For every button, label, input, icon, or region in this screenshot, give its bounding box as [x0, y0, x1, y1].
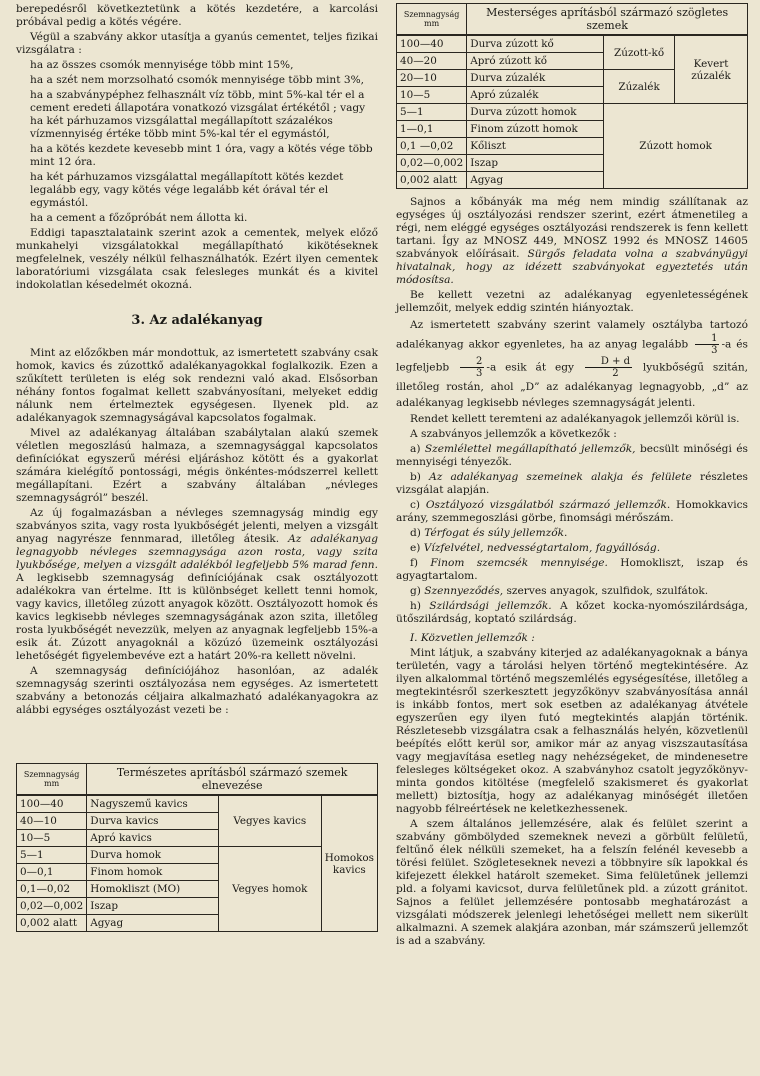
paragraph-text: -a és legfeljebb: [396, 338, 748, 374]
item-key: a): [410, 443, 421, 455]
item-text: szerves anyagok, szulfidok, szulfátok.: [503, 585, 709, 597]
name-cell: Finom zúzott homok: [467, 121, 604, 138]
paragraph: [396, 317, 748, 411]
fraction-denominator: 3: [711, 345, 718, 356]
fraction-numerator: 2: [460, 356, 484, 368]
name-cell: Iszap: [467, 155, 604, 172]
item-key: c): [410, 499, 421, 511]
name-cell: Kőliszt: [467, 138, 604, 155]
name-cell: Agyag: [467, 172, 604, 189]
size-cell: 1—0,1: [397, 121, 467, 138]
fraction-numerator: D + d: [585, 356, 632, 368]
fraction: [460, 356, 484, 379]
name-cell: Nagyszemű kavics: [87, 795, 219, 813]
name-cell: Durva kavics: [87, 813, 219, 830]
fraction: [695, 333, 719, 356]
group-cell: Zúzott homok: [604, 104, 748, 189]
item-text: Homokkavics arány, szemmegoszlási görbe, finomsági mérőszám.: [396, 499, 748, 524]
list-item: ha az összes csomók mennyisége több mint 15%,: [30, 59, 294, 71]
list-item: ha a kötés kezdete kevesebb mint 1 óra, vagy a kötés vége több mint 12 óra.: [30, 143, 373, 168]
paragraph-text: A legkisebb szemnagyság definíciójának csak osztályozott adalékokra van értelme. Itt is különbséget kellett tenni homok, vagy kavics, illetőleg zúzott anyagok között. Osztályozott homok és kavics legkisebb névleges szemnagyságának azon szita, illetőleg rosta lyukbőségét nevezzük, melyen az anyagnak legfeljebb 15%-a esik át. Zúzott anyagoknál a közúzó üzemeink osztályozási lehetőségét figyelembevéve ezt a határt 20%-ra kellett növelni.: [16, 572, 378, 662]
list-item: ha a szabványpéphez felhasznált víz több, mint 5%-kal tér el a cement eredeti állapotára vonatkozó vizsgálat értékétől ; vagy ha két párhuzamos vizsgálattal megállapított százalékos vízmennyiség értéke több mint 5%-kal tér el egymástól,: [30, 89, 366, 140]
paragraph-text: Sajnos a kőbányák ma még nem mindig szállítanak az egységes új osztályozási rendszer szerint, ezért átmenetileg a régi, nem eléggé egységes osztályozási rendszerek is fenn kellett tartani. Így az MNOSZ 449, MNOSZ 1992 és MNOSZ 14605 szabványok előírásait.: [396, 196, 748, 260]
fraction: [585, 356, 632, 379]
paragraph-text: -a esik át egy: [486, 361, 574, 374]
item-key: e): [410, 542, 421, 554]
list-item: [396, 527, 748, 540]
paragraph: Eddigi tapasztalataink szerint azok a cementek, melyek előző munkahelyi vizsgálatokkal megállapítható kikötéseknek megfelelnek, veszély nélkül felhasználhatók. Ezért ilyen cementek laboratóriumi vizsgálata csak felesleges munkát és a kivitel indokolatlan késedelmét okozná.: [16, 227, 378, 291]
size-cell: 40—10: [17, 813, 87, 830]
paragraph: Rendet kellett teremteni az adalékanyagok jellemzői körül is.: [410, 413, 740, 425]
fraction-denominator: 3: [476, 368, 483, 379]
paragraph: Mint az előzőkben már mondottuk, az ismertetett szabvány csak homok, kavics és zúzottkő adalékanyagokkal foglalkozik. Ezen a szűkített területen is elég sok rendezni való akad. Elsősorban néhány fontos fogalmat kellett szabványosítani, melyeket eddig nálunk nem értelmeztek egységesen. Ilyenek pld. az adalékanyagok szemnagyságával kapcsolatos fogalmak.: [16, 347, 378, 424]
item-key: d): [410, 527, 421, 539]
table-header-size: Szemnagyság mm: [397, 4, 467, 36]
subheading-text: I. Közvetlen jellemzők :: [410, 632, 535, 644]
table-row: [397, 35, 748, 53]
item-key: g): [410, 585, 421, 597]
section-heading: 3. Az adalékanyag: [131, 313, 263, 328]
list-item: ha a cement a főzőpróbát nem állotta ki.: [30, 212, 248, 224]
natural-grain-table: [16, 763, 378, 932]
list-item: [396, 443, 748, 469]
paragraph: Mint látjuk, a szabvány kiterjed az adalékanyagoknak a bánya területén, vagy a tárolási helyen történő megtekintésére. Az ilyen alkalommal történő megszemlélés egységesítése, illetőleg a megtekintésről szerkesztett jegyzőkönyv szabványosítása annál is inkább fontos, mert sok esetben az adalékanyag átvétele egyszerűen egy ilyen futó megtekintés alapján történik. Részletesebb vizsgálatra csak a felhasználás helyén, közvetlenül beépítés előtt kerül sor, amikor már az anyag viszszautasítása vagy megjavítása esetleg nagy nehézségeket, de mindenesetre felesleges költségeket okoz. A szabványhoz csatolt jegyzőkönyv-minta gondos kitöltése (megfelelő szakismeret és gyakorlat mellett) biztosítja, hogy az adalékanyag minőségét illetően nagyobb félreértések ne keletkezhessenek.: [396, 647, 748, 815]
list-item: [396, 585, 748, 598]
group-cell: Zúzalék: [604, 70, 675, 104]
definition-emphasis: Az adalékanyag legnagyobb névleges szemnagysága azon rosta, vagy szita lyukbősége, melyen a vizsgált adalékból legfeljebb 5% marad fenn.: [16, 533, 379, 571]
size-cell: 5—1: [397, 104, 467, 121]
item-title: Szennyeződés,: [424, 585, 504, 597]
fraction-denominator: 2: [612, 368, 619, 379]
name-cell: Apró zúzalék: [467, 87, 604, 104]
list-item: [396, 471, 748, 497]
item-title: Finom szemcsék mennyisége.: [430, 557, 608, 569]
size-cell: 10—5: [397, 87, 467, 104]
item-key: h): [410, 600, 421, 612]
item-text: becsült minőségi és mennyiségi tényezők.: [396, 443, 748, 468]
list-item: [396, 499, 748, 525]
size-cell: 0,1—0,02: [17, 881, 87, 898]
crushed-grain-table: [396, 3, 748, 189]
size-cell: 100—40: [17, 795, 87, 813]
name-cell: Durva zúzalék: [467, 70, 604, 87]
paragraph-text: Az új fogalmazásban a névleges szemnagyság mindig egy szabványos szita, vagy rosta lyukbőségét jelenti, melyen a vizsgált anyag nagyrésze fennmarad, illetőleg átesik.: [16, 507, 378, 545]
item-key: f): [410, 557, 419, 569]
paragraph: berepedésről következtetünk a kötés kezdetére, a karcolási próbával pedig a kötés végére.: [16, 3, 378, 28]
item-text: A kőzet kocka-nyomószilárdsága, ütőszilárdság, koptató szilárdság.: [396, 600, 748, 625]
item-title: Szilárdsági jellemzők.: [429, 600, 552, 612]
size-cell: 40—20: [397, 53, 467, 70]
item-title: Osztályozó vizsgálatból származó jellemzők.: [425, 499, 671, 511]
size-cell: 10—5: [17, 830, 87, 847]
item-title: Az adalékanyag szemeinek alakja és felülete: [429, 471, 692, 483]
size-cell: 0,02—0,002: [397, 155, 467, 172]
paragraph: [16, 507, 378, 663]
item-text: Homokliszt, iszap és agyagtartalom.: [396, 557, 748, 582]
size-cell: 0,1 —0,02: [397, 138, 467, 155]
table-row: [397, 104, 748, 121]
size-cell: 100—40: [397, 35, 467, 53]
size-cell: 5—1: [17, 847, 87, 864]
table-row: [17, 795, 378, 813]
left-column: [16, 3, 378, 932]
size-cell: 0,002 alatt: [397, 172, 467, 189]
paragraph: A szem általános jellemzésére, alak és felület szerint a szabvány gömbölyded szemeknek nevezi a görbült felületű, feltűnő élek nélküli szemeket, ha a felszín felénél kevesebb a törési felület. Szögleteseknek nevezi a többnyire sík lapokkal és kifejezett élekkel határolt szemeket. Sima felületűnek jellemzi pld. a folyami kavicsot, durva felületűnek pld. a zúzott gránitot. Sajnos a felület jellemzésére pontosabb meghatározást a vizsgálati módszerek jelenlegi lehetőségei mellett nem sikerült alkalmazni. A szemek alakjára azonban, már számszerű jellemzőt is ad a szabvány.: [396, 818, 748, 947]
name-cell: Apró kavics: [87, 830, 219, 847]
paragraph-text: lyukbőségű szitán, illetőleg rostán, ahol „D” az adalékanyag legnagyobb, „d” az adalékanyag legkisebb névleges szemnagyságát jelenti.: [396, 361, 749, 409]
list-item: ha a szét nem morzsolható csomók mennyisége több mint 3%,: [30, 74, 365, 86]
name-cell: Durva zúzott homok: [467, 104, 604, 121]
paragraph: [396, 196, 748, 287]
item-title: Szemlélettel megállapítható jellemzők,: [424, 443, 636, 455]
paragraph: A szemnagyság definíciójához hasonlóan, az adalék szemnagyság szerinti osztályozása nem egységes. Az ismertetett szabvány a betonozás céljaira alkalmazható adalékanyagokra az alábbi egységes osztályozást vezeti be :: [16, 665, 378, 716]
list-item: ha két párhuzamos vizsgálattal megállapított kötés kezdet legalább egy, vagy kötés vége legalább két órával tér el egymástól.: [30, 171, 344, 209]
paragraph: A szabványos jellemzők a következők :: [410, 428, 617, 440]
table-header-name: Mesterséges aprításból származó szögletes szemek: [467, 4, 748, 36]
table-header-name: Természetes aprításból származó szemek elnevezése: [87, 764, 378, 796]
subheading: [396, 632, 748, 645]
paragraph-text: Az ismertetett szabvány szerint valamely osztályba tartozó adalékanyag akkor egyenletes, ha az anyag legalább: [396, 319, 748, 351]
size-cell: 20—10: [397, 70, 467, 87]
name-cell: Durva homok: [87, 847, 219, 864]
paragraph: Be kellett vezetni az adalékanyag egyenletességének jellemzőit, melyek eddig szintén hiányoztak.: [396, 289, 748, 314]
item-title: Vízfelvétel, nedvességtartalom, fagyállóság.: [423, 542, 661, 554]
name-cell: Agyag: [87, 915, 219, 932]
paragraph-emphasis: Sürgős feladata volna a szabványügyi hivatalnak, hogy az idézett szabványokat egyeztetés után módosítsa.: [396, 248, 748, 286]
name-cell: Iszap: [87, 898, 219, 915]
right-column: [396, 3, 748, 950]
name-cell: Durva zúzott kő: [467, 35, 604, 53]
name-cell: Homokliszt (MO): [87, 881, 219, 898]
size-cell: 0—0,1: [17, 864, 87, 881]
table-header-size: Szemnagyság mm: [17, 764, 87, 796]
group-cell: Zúzott-kő: [604, 35, 675, 70]
item-key: b): [410, 471, 421, 483]
size-cell: 0,02—0,002: [17, 898, 87, 915]
paragraph: Végül a szabvány akkor utasítja a gyanús cementet, teljes fizikai vizsgálatra :: [16, 31, 378, 56]
group-cell: Vegyes homok: [218, 847, 321, 932]
name-cell: Apró zúzott kő: [467, 53, 604, 70]
list-item: [396, 542, 748, 555]
list-item: [396, 600, 748, 626]
group-cell: Kevert zúzalék: [675, 35, 748, 104]
item-text: részletes vizsgálat alapján.: [396, 471, 748, 496]
group-cell: Homokos kavics: [321, 795, 377, 932]
group-cell: Vegyes kavics: [218, 795, 321, 847]
size-cell: 0,002 alatt: [17, 915, 87, 932]
item-title: Térfogat és súly jellemzők.: [424, 527, 568, 539]
list-item: [396, 557, 748, 583]
fraction-numerator: 1: [695, 333, 719, 345]
name-cell: Finom homok: [87, 864, 219, 881]
paragraph: Mivel az adalékanyag általában szabálytalan alakú szemek véletlen megoszlású halmaza, a szemnagysággal kapcsolatos definíciókat egyszerű mérési eljáráshoz kötött és a gyakorlat számára kielégítő pontossági, mégis önkéntes-módszerrel kellett megállapítani. Ezért a szabvány általában „névleges szemnagyságról” beszél.: [16, 427, 378, 504]
